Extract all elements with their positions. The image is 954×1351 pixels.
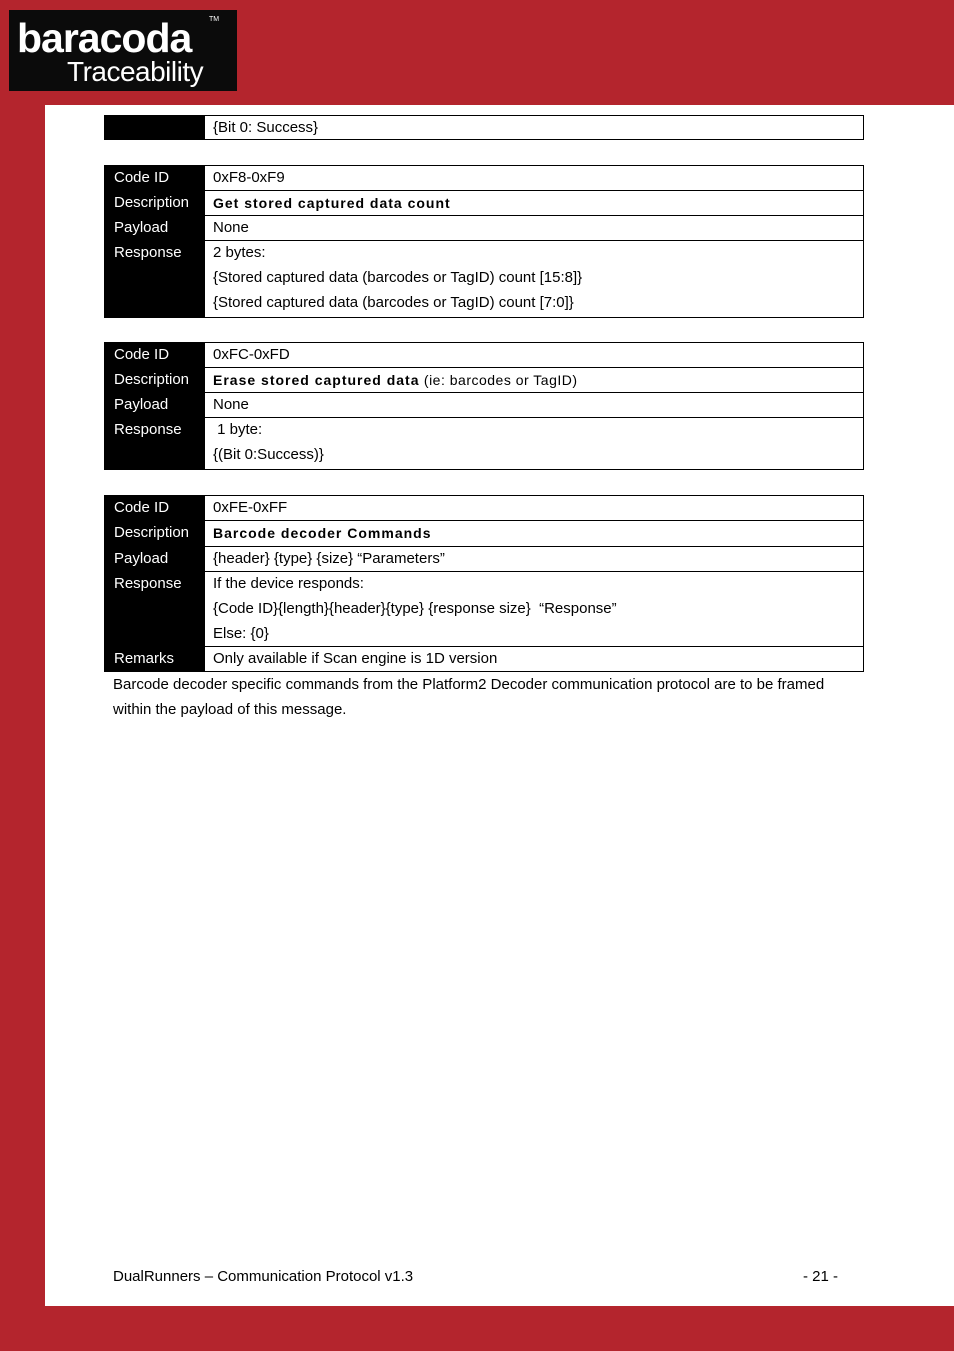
t2-payload-row — [104, 392, 864, 418]
t1-response-row — [104, 240, 864, 318]
t3-remarks-value: Only available if Scan engine is 1D version — [204, 646, 864, 672]
t1-response-line: {Stored captured data (barcodes or TagID) count [15:8]} — [213, 269, 583, 286]
t3-response-line: Else: {0} — [213, 625, 269, 642]
t2-desc-value — [204, 367, 864, 393]
t1-response-line: {Stored captured data (barcodes or TagID) count [7:0]} — [213, 294, 574, 311]
t2-payload-label: Payload — [104, 392, 204, 418]
logo-brand: baracoda — [17, 15, 192, 61]
t3-desc-label: Description — [104, 520, 204, 547]
t1-payload-label: Payload — [104, 215, 204, 241]
t2-response-label: Response — [104, 417, 204, 470]
footer-title: DualRunners – Communication Protocol v1.3 — [113, 1268, 414, 1285]
t2-response-row — [104, 417, 864, 470]
t1-response-line: 2 bytes: — [213, 244, 266, 261]
t3-response-label: Response — [104, 571, 204, 647]
t3-payload-label: Payload — [104, 546, 204, 572]
footer-page-number: - 21 - — [803, 1268, 839, 1285]
top-row — [104, 115, 864, 140]
t2-desc-label: Description — [104, 367, 204, 393]
decoder-note: Barcode decoder specific commands from the Platform2 Decoder communication protocol are to be framed within the payload of this message. — [113, 676, 825, 718]
t1-code-label: Code ID — [104, 165, 204, 191]
t2-code-row — [104, 342, 864, 368]
logo-sub: Traceability — [67, 56, 204, 87]
t3-remarks-row — [104, 646, 864, 672]
t2-response-value — [204, 417, 864, 470]
t2-desc-row — [104, 367, 864, 393]
t3-response-row — [104, 571, 864, 647]
t3-desc-value — [204, 520, 864, 547]
t1-code-value: 0xF8-0xF9 — [204, 165, 864, 191]
t3-remarks-label: Remarks — [104, 646, 204, 672]
logo-tm: TM — [209, 16, 220, 23]
t1-desc-text: Get stored captured data count — [213, 195, 451, 211]
t2-payload-value: None — [204, 392, 864, 418]
t1-desc-label: Description — [104, 190, 204, 216]
t1-code-row — [104, 165, 864, 191]
t3-code-row — [104, 495, 864, 521]
t3-desc-text: Barcode decoder Commands — [213, 525, 432, 541]
t1-desc-row — [104, 190, 864, 216]
t3-payload-value: {header} {type} {size} “Parameters” — [204, 546, 864, 572]
t1-payload-value: None — [204, 215, 864, 241]
t3-response-line: {Code ID}{length}{header}{type} {response size} “Response” — [213, 600, 617, 617]
t3-code-value: 0xFE-0xFF — [204, 495, 864, 521]
top-row-text: {Bit 0: Success} — [213, 119, 319, 136]
t1-response-label: Response — [104, 240, 204, 318]
baracoda-logo — [9, 10, 237, 91]
t1-desc-value — [204, 190, 864, 216]
t2-response-line: {(Bit 0:Success)} — [213, 446, 324, 463]
t2-code-label: Code ID — [104, 342, 204, 368]
t2-desc-text: Erase stored captured data — [213, 372, 420, 388]
t3-code-label: Code ID — [104, 495, 204, 521]
t2-response-line: 1 byte: — [213, 421, 263, 438]
t1-payload-row — [104, 215, 864, 241]
top-row-label — [104, 115, 204, 140]
t3-response-line: If the device responds: — [213, 575, 364, 592]
t3-response-value — [204, 571, 864, 647]
t3-desc-row — [104, 520, 864, 547]
t2-code-value: 0xFC-0xFD — [204, 342, 864, 368]
t3-payload-row — [104, 546, 864, 572]
t2-desc-suffix: (ie: barcodes or TagID) — [419, 372, 578, 388]
top-row-value — [204, 115, 864, 140]
t1-response-value — [204, 240, 864, 318]
